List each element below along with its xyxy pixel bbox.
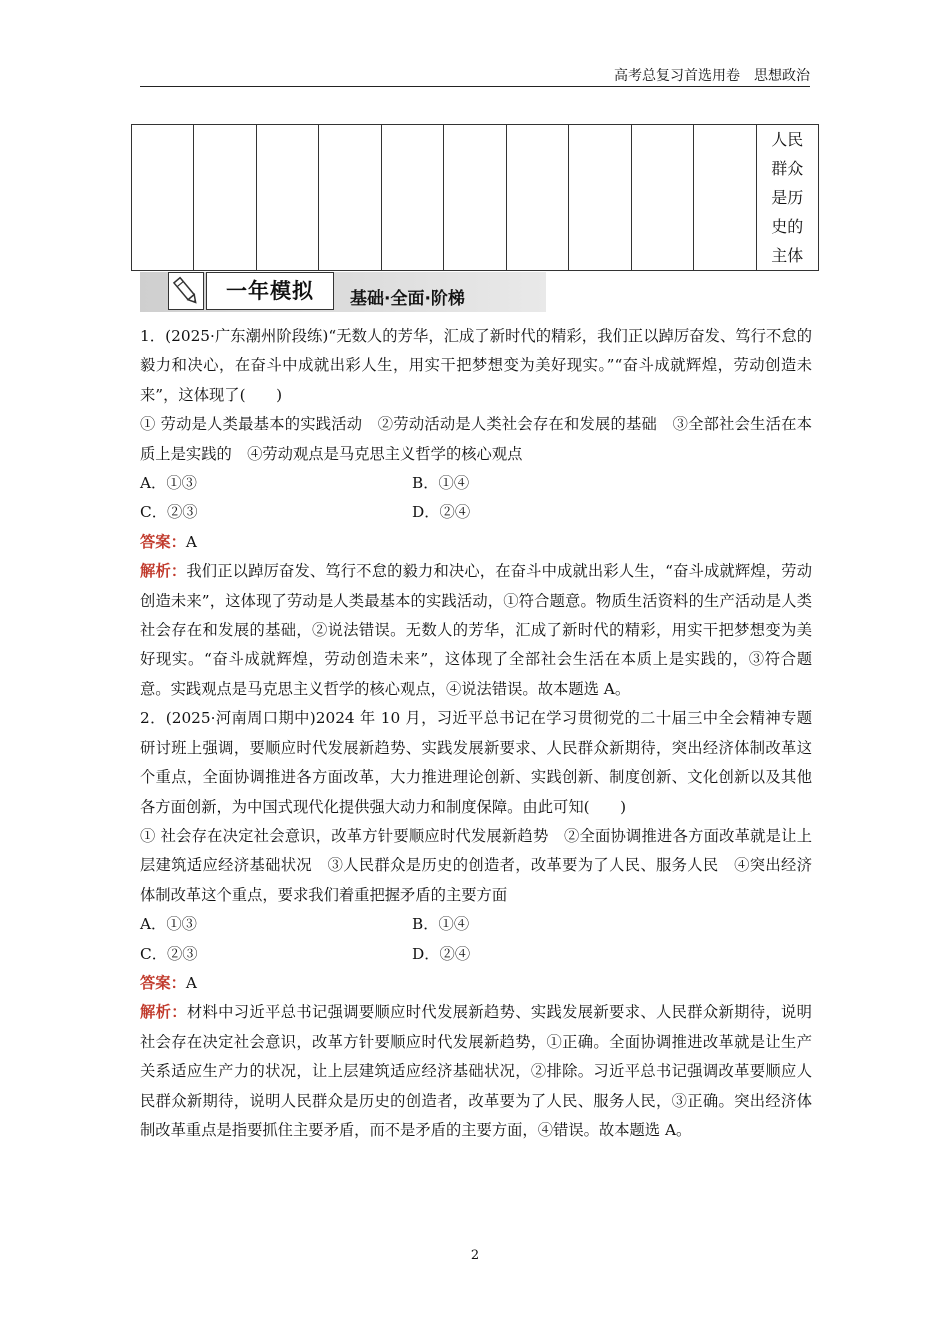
question-stem: 2．(2025·河南周口期中)2024 年 10 月，习近平总书记在学习贯彻党的二十届三中全会精神专题研讨班上强调，要顺应时代发展新趋势、实践发展新要求、人民群众新期待，突出经济体制改革这个重点，全面协调推进各方面改革，大力推进理论创新、实践创新、制度创新、文化创新以及其他各方面创新，为中国式现代化提供强大动力和制度保障。由此可知( ) bbox=[140, 709, 812, 816]
pencil-icon bbox=[168, 272, 204, 310]
answer-label: 答案： bbox=[140, 973, 186, 992]
table-row bbox=[132, 125, 819, 271]
analysis-text: 我们正以踔厉奋发、笃行不怠的毅力和决心，在奋斗中成就出彩人生，“奋斗成就辉煌，劳动创造未来”，这体现了劳动是人类最基本的实践活动，①符合题意。物质生活资料的生产活动是人类社会存在和发展的基础，②说法错误。无数人的芳华，汇成了新时代的精彩，用实干把梦想变为美好现实。“奋斗成就辉煌，劳动创造未来”，这体现了全部社会生活在本质上是实践的，③符合题意。实践观点是马克思主义哲学的核心观点，④说法错误。故本题选 A。 bbox=[140, 562, 812, 698]
answer-label: 答案： bbox=[140, 532, 186, 551]
table-cell bbox=[506, 125, 568, 271]
question-statements: ① 社会存在决定社会意识，改革方针要顺应时代发展新趋势 ②全面协调推进各方面改革就是让上层建筑适应经济基础状况 ③人民群众是历史的创造者，改革要为了人民、服务人民 ④突出经济体制改革这个重点，要求我们着重把握矛盾的主要方面 bbox=[140, 826, 812, 904]
summary-table bbox=[131, 124, 819, 271]
analysis-paragraph bbox=[140, 998, 812, 1145]
cell-line: 主体 bbox=[771, 246, 804, 265]
page-header bbox=[140, 66, 810, 87]
question-options bbox=[140, 940, 812, 969]
table-cell bbox=[319, 125, 381, 271]
section-banner bbox=[140, 272, 546, 312]
banner-subtitle: 基础·全面·阶梯 bbox=[350, 289, 465, 309]
option-a: A．①③ bbox=[140, 915, 197, 934]
question-options bbox=[140, 498, 812, 527]
analysis-label: 解析： bbox=[140, 1003, 187, 1022]
option-c: C．②③ bbox=[140, 503, 198, 522]
page-number: 2 bbox=[470, 1248, 480, 1263]
analysis-paragraph bbox=[140, 557, 812, 704]
table-cell bbox=[132, 125, 194, 271]
analysis-label: 解析： bbox=[140, 562, 187, 581]
banner-title: 一年模拟 bbox=[206, 272, 334, 310]
question-options bbox=[140, 469, 812, 498]
option-b: B．①④ bbox=[412, 915, 470, 934]
option-c: C．②③ bbox=[140, 944, 198, 963]
table-cell-people bbox=[756, 125, 818, 271]
cell-line: 史的 bbox=[771, 217, 804, 236]
table-cell bbox=[194, 125, 256, 271]
header-title: 高考总复习首选用卷 思想政治 bbox=[614, 68, 810, 84]
answer-value: A bbox=[185, 532, 197, 551]
answer-line bbox=[140, 528, 812, 557]
cell-line: 人民 bbox=[771, 130, 804, 149]
option-b: B．①④ bbox=[412, 474, 470, 493]
cell-line: 是历 bbox=[771, 188, 804, 207]
cell-line: 群众 bbox=[771, 159, 804, 178]
question-statements: ① 劳动是人类最基本的实践活动 ②劳动活动是人类社会存在和发展的基础 ③全部社会生活在本质上是实践的 ④劳动观点是马克思主义哲学的核心观点 bbox=[140, 415, 812, 463]
question-stem: 1．(2025·广东潮州阶段练)“无数人的芳华，汇成了新时代的精彩，我们正以踔厉奋发、笃行不怠的毅力和决心，在奋斗中成就出彩人生，用实干把梦想变为美好现实。”“奋斗成就辉煌，劳动创造未来”，这体现了( ) bbox=[140, 327, 812, 404]
table-cell bbox=[569, 125, 631, 271]
questions-content bbox=[140, 322, 812, 1145]
table-cell bbox=[694, 125, 756, 271]
option-d: D．②④ bbox=[412, 944, 471, 963]
option-d: D．②④ bbox=[412, 503, 471, 522]
table-cell bbox=[444, 125, 506, 271]
table-cell bbox=[381, 125, 443, 271]
question-options bbox=[140, 910, 812, 939]
table-cell bbox=[631, 125, 693, 271]
answer-value: A bbox=[185, 973, 197, 992]
table-cell bbox=[256, 125, 318, 271]
option-a: A．①③ bbox=[140, 474, 197, 493]
analysis-text: 材料中习近平总书记强调要顺应时代发展新趋势、实践发展新要求、人民群众新期待，说明社会存在决定社会意识，改革方针要顺应时代发展新趋势，①正确。全面协调推进改革就是让生产关系适应生产力的状况，让上层建筑适应经济基础状况，②排除。习近平总书记强调改革要顺应人民群众新期待，说明人民群众是历史的创造者，改革要为了人民、服务人民，③正确。突出经济体制改革重点是指要抓住主要矛盾，而不是矛盾的主要方面，④错误。故本题选 A。 bbox=[140, 1003, 812, 1139]
answer-line bbox=[140, 969, 812, 998]
